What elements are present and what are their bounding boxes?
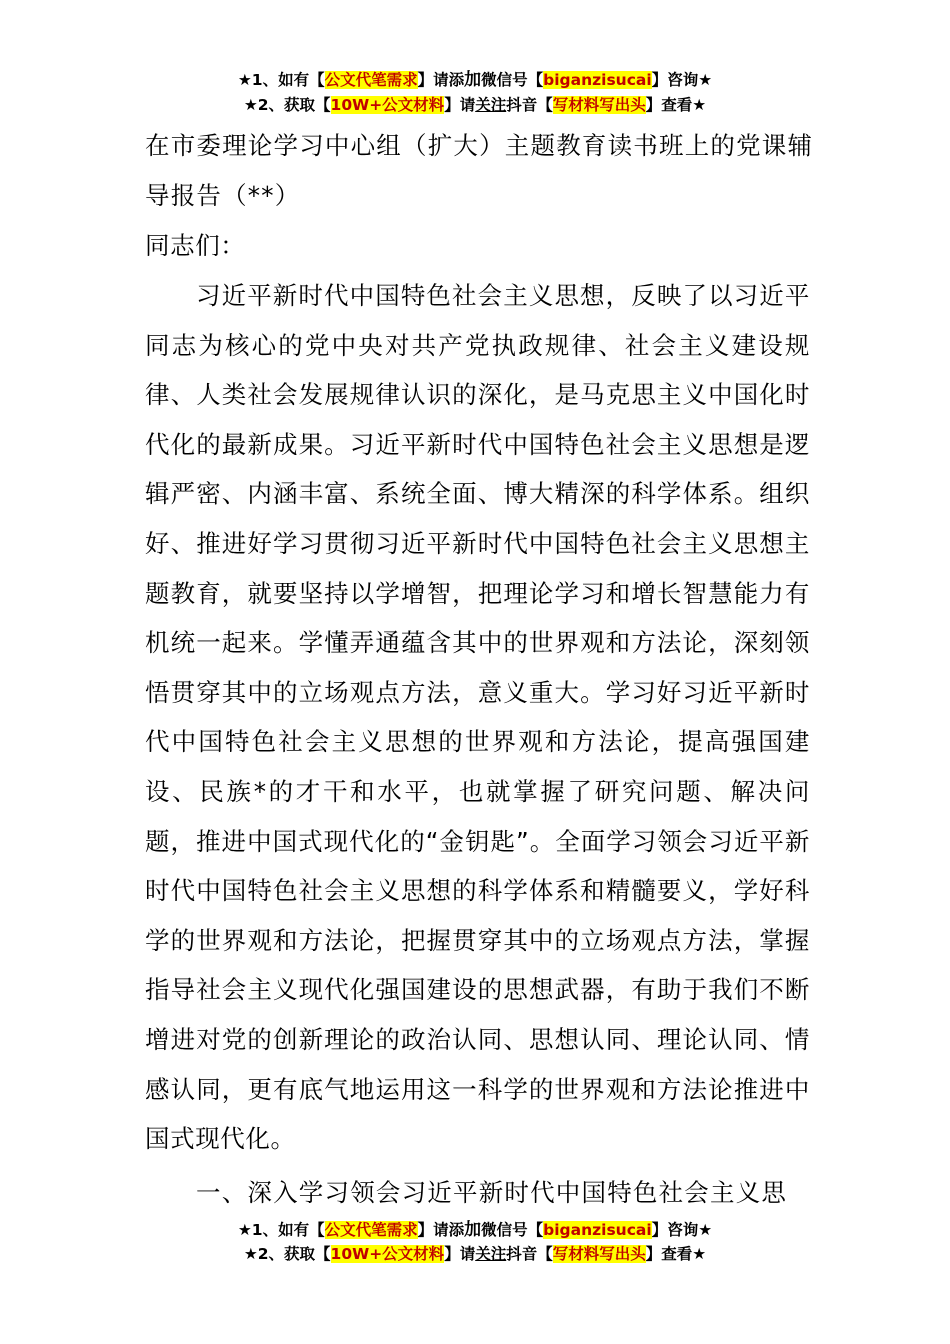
banner-douyin-id: 写材料写出头 xyxy=(552,1245,646,1263)
banner-text: 微信号【 xyxy=(481,1221,544,1239)
banner-text: 】请 xyxy=(444,96,476,114)
banner-douyin-id: 写材料写出头 xyxy=(552,96,646,114)
banner-bold-word: 加 xyxy=(464,1220,482,1240)
footer-banner-line-1 xyxy=(0,1218,950,1242)
banner-wechat-id: biganzisucai xyxy=(543,1221,652,1239)
banner-bold-word: 加 xyxy=(464,70,482,90)
banner-text: ★1、如有【 xyxy=(237,71,325,89)
header-banner-line-1 xyxy=(0,68,950,92)
banner-text: ★2、获取【 xyxy=(243,1245,331,1263)
salutation: 同志们： xyxy=(145,231,246,260)
banner-wechat-id: biganzisucai xyxy=(543,71,652,89)
banner-text: 】咨询★ xyxy=(651,71,713,89)
banner-text: 】咨询★ xyxy=(651,1221,713,1239)
banner-highlight: 10W+公文材料 xyxy=(330,1245,445,1263)
banner-text: 抖音【 xyxy=(506,96,553,114)
banner-text: 微信号【 xyxy=(481,71,544,89)
banner-text: ★1、如有【 xyxy=(237,1221,325,1239)
banner-underlined-word: 关注 xyxy=(475,1245,507,1263)
footer-banner-line-2 xyxy=(0,1242,950,1266)
banner-highlight: 10W+公文材料 xyxy=(330,96,445,114)
banner-highlight: 公文代笔需求 xyxy=(324,71,418,89)
banner-highlight: 公文代笔需求 xyxy=(324,1221,418,1239)
banner-text: 】查看★ xyxy=(645,96,707,114)
banner-text: 】请 xyxy=(444,1245,476,1263)
section-heading: 一、深入学习领会习近平新时代中国特色社会主义思 xyxy=(196,1178,788,1207)
banner-text: ★2、获取【 xyxy=(243,96,331,114)
banner-underlined-word: 关注 xyxy=(475,96,507,114)
document-title: 在市委理论学习中心组（扩大）主题教育读书班上的党课辅导报告（**） xyxy=(145,131,814,210)
banner-text: 】请添 xyxy=(417,1221,465,1239)
header-banner-line-2 xyxy=(0,93,950,117)
body-paragraph: 习近平新时代中国特色社会主义思想，反映了以习近平同志为核心的党中央对共产党执政规律、社会主义建设规律、人类社会发展规律认识的深化，是马克思主义中国化时代化的最新成果。习近平新时代中国特色社会主义思想是逻辑严密、内涵丰富、系统全面、博大精深的科学体系。组织好、推进好学习贯彻习近平新时代中国特色社会主义思想主题教育，就要坚持以学增智，把理论学习和增长智慧能力有机统一起来。学懂弄通蕴含其中的世界观和方法论，深刻领悟贯穿其中的立场观点方法，意义重大。学习好习近平新时代中国特色社会主义思想的世界观和方法论，提高强国建设、民族*的才干和水平，也就掌握了研究问题、解决问题，推进中国式现代化的“金钥匙”。全面学习领会习近平新时代中国特色社会主义思想的科学体系和精髓要义，学好科学的世界观和方法论，把握贯穿其中的立场观点方法，掌握指导社会主义现代化强国建设的思想武器，有助于我们不断增进对党的创新理论的政治认同、思想认同、理论认同、情感认同，更有底气地运用这一科学的世界观和方法论推进中国式现代化。 xyxy=(145,281,810,1154)
banner-text: 】请添 xyxy=(417,71,465,89)
banner-text: 抖音【 xyxy=(506,1245,553,1263)
banner-text: 】查看★ xyxy=(645,1245,707,1263)
